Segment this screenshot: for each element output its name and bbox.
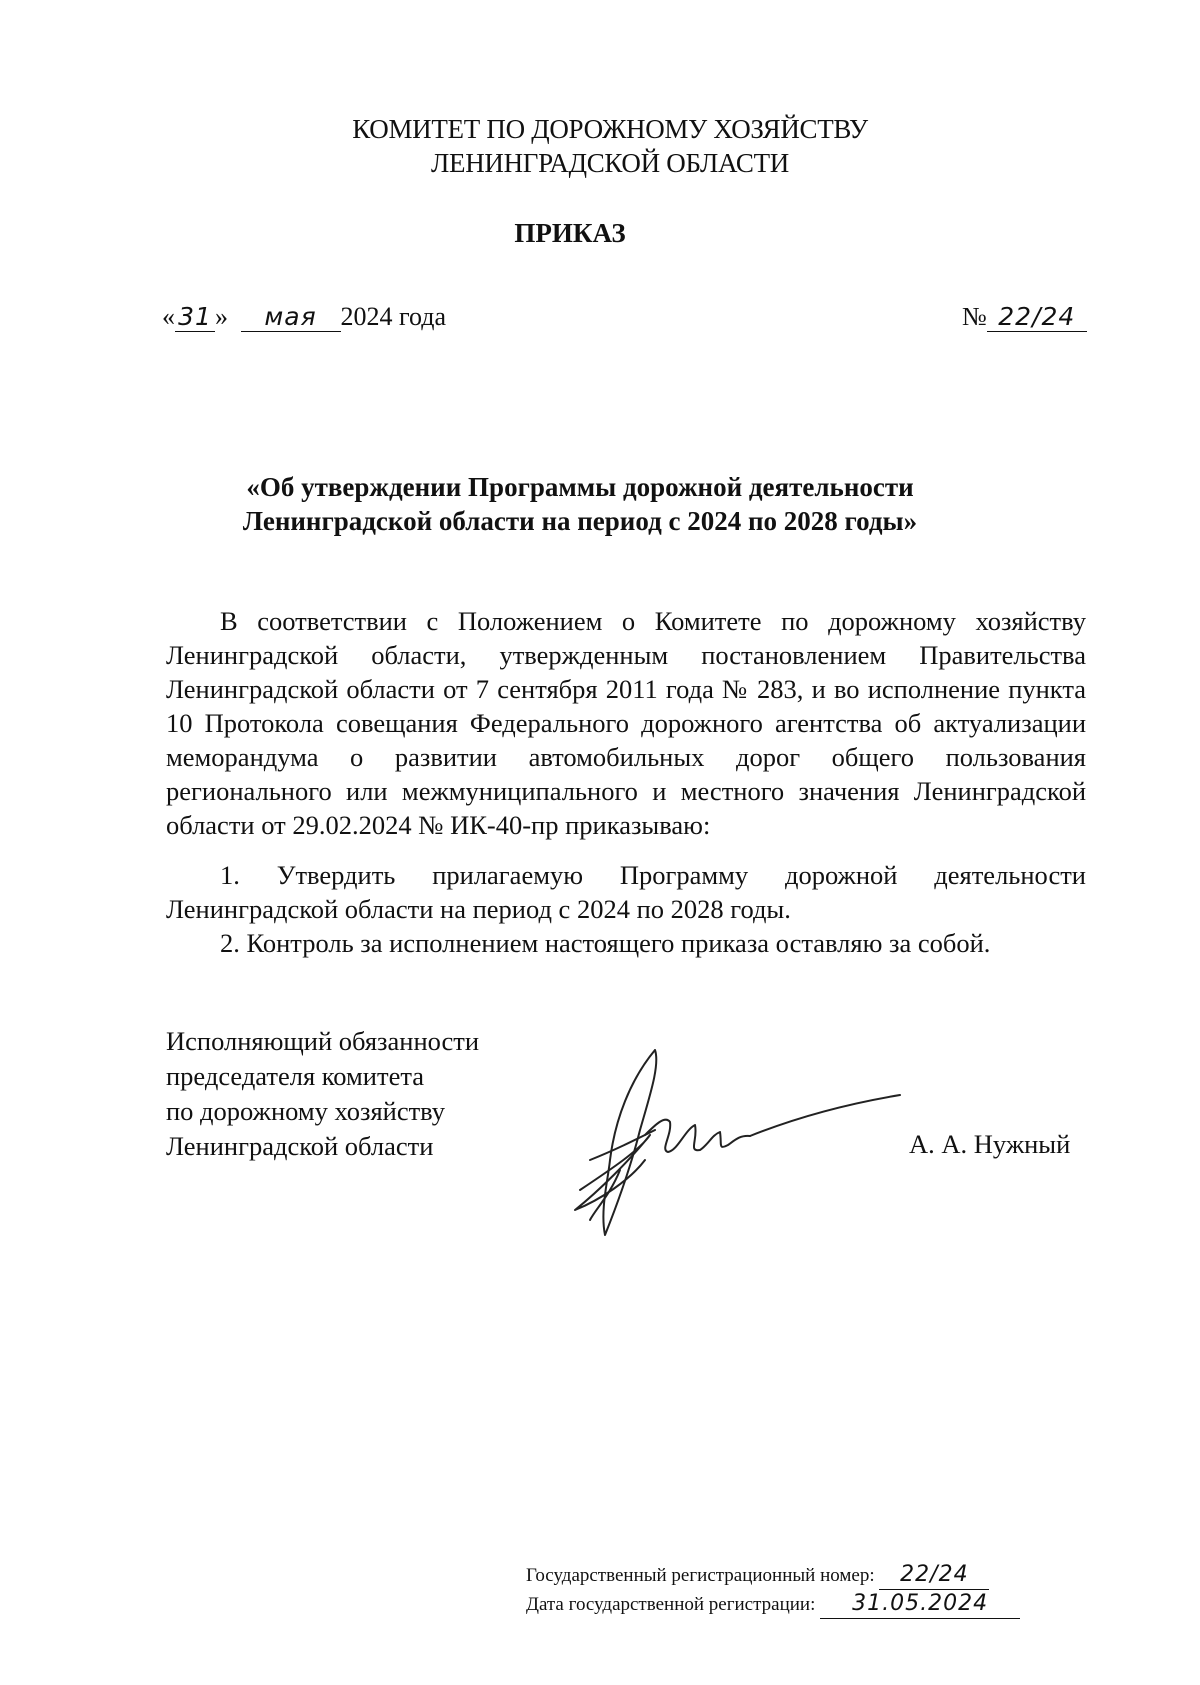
order-date (162, 302, 446, 332)
date-close-quote: » (215, 302, 228, 331)
organization-name-line1: КОМИТЕТ ПО ДОРОЖНОМУ ХОЗЯЙСТВУ (352, 114, 868, 144)
signer-position-line3: по дорожному хозяйству (166, 1096, 446, 1126)
organization-header (0, 112, 1200, 180)
order-number-handwritten: 22/24 (987, 302, 1087, 332)
preamble-paragraph: В соответствии с Положением о Комитете по дорожному хозяйству Ленинградской области, утвержденным постановлением Правительства Ленинградской области от 7 сентября 2011 года № 283, и во исполнение пункта 10 Протокола совещания Федерального дорожного агентства об актуализации меморандума о развитии автомобильных дорог общего пользования регионального или межмуниципального и местного значения Ленинградской области от 29.02.2024 № ИК-40-пр приказываю: (166, 606, 1086, 840)
signer-name: А. А. Нужный (909, 1129, 1071, 1159)
date-year: 2024 года (340, 302, 447, 331)
order-item-1: 1. Утвердить прилагаемую Программу дорожной деятельности Ленинградской области на период с 2024 по 2028 годы. (166, 860, 1086, 924)
organization-name-line2: ЛЕНИНГРАДСКОЙ ОБЛАСТИ (431, 148, 789, 178)
signer-position-line1: Исполняющий обязанности (166, 1026, 480, 1056)
order-item-2: 2. Контроль за исполнением настоящего приказа оставляю за собой. (220, 928, 991, 958)
registration-date-row (526, 1590, 1020, 1619)
number-prefix: № (962, 302, 987, 331)
registration-date-handwritten: 31.05.2024 (820, 1590, 1020, 1619)
date-month-handwritten: мая (241, 302, 341, 332)
signer-position-line2: председателя комитета (166, 1061, 424, 1091)
signer-position (166, 1024, 479, 1164)
registration-block (526, 1561, 1020, 1619)
registration-number-row (526, 1561, 1020, 1590)
subject-line2: Ленинградской области на период с 2024 по 2028 годы» (242, 506, 918, 536)
order-subject (0, 470, 1160, 538)
date-open-quote: « (162, 302, 175, 331)
order-number (962, 302, 1087, 332)
handwritten-signature (560, 1040, 920, 1240)
signer-position-line4: Ленинградской области (166, 1131, 434, 1161)
registration-number-handwritten: 22/24 (879, 1561, 989, 1590)
subject-line1: «Об утверждении Программы дорожной деятельности (246, 472, 914, 502)
registration-number-label: Государственный регистрационный номер: (526, 1565, 875, 1586)
registration-date-label: Дата государственной регистрации: (526, 1594, 816, 1615)
document-type: ПРИКАЗ (514, 218, 626, 248)
date-day-handwritten: 31 (175, 302, 215, 332)
